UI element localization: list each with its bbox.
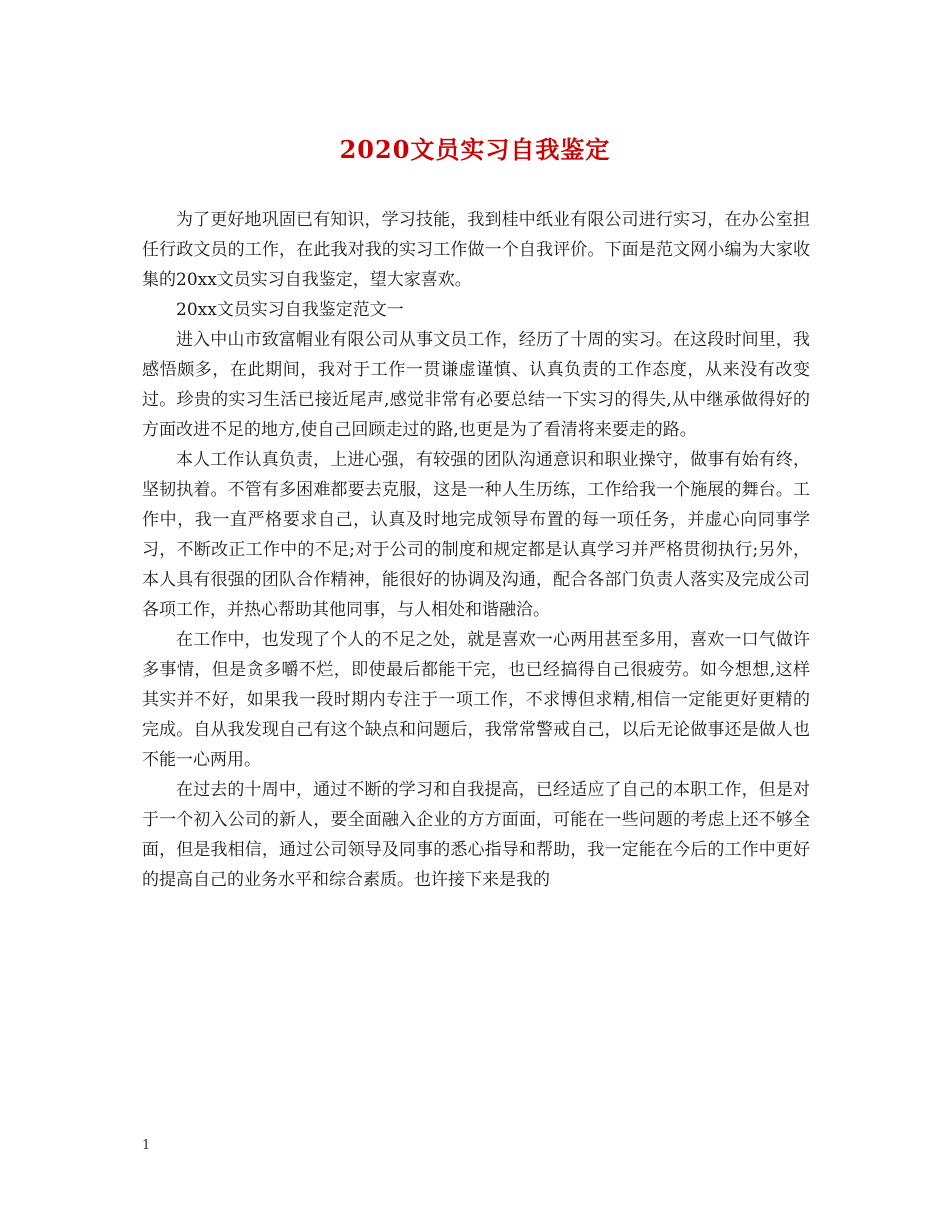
paragraph-subheading: 20xx文员实习自我鉴定范文一 [176,300,404,320]
paragraph-intro: 为了更好地巩固已有知识，学习技能，我到桂中纸业有限公司进行实习，在办公室担任行政文员的工作，在此我对我的实习工作做一个自我评价。下面是范文网小编为大家收集的20xx文员实习自我鉴定，望大家喜欢。 [142,210,810,290]
paragraph-1: 进入中山市致富帽业有限公司从事文员工作，经历了十周的实习。在这段时间里，我感悟颇多，在此期间，我对于工作一贯谦虚谨慎、认真负责的工作态度，从来没有改变过。珍贵的实习生活已接近尾声,感觉非常有必要总结一下实习的得失,从中继承做得好的方面改进不足的地方,使自己回顾走过的路,也更是为了看清将来要走的路。 [142,330,810,440]
document-title: 2020文员实习自我鉴定 [339,135,611,164]
page-number: 1 [142,1138,151,1153]
paragraph-3: 在工作中，也发现了个人的不足之处，就是喜欢一心两用甚至多用，喜欢一口气做许多事情，但是贪多嚼不烂，即使最后都能干完，也已经搞得自己很疲劳。如今想想,这样其实并不好，如果我一段时期内专注于一项工作，不求博但求精,相信一定能更好更精的完成。自从我发现自己有这个缺点和问题后，我常常警戒自己，以后无论做事还是做人也不能一心两用。 [142,630,810,770]
paragraph-4: 在过去的十周中，通过不断的学习和自我提高，已经适应了自己的本职工作，但是对于一个初入公司的新人，要全面融入企业的方方面面，可能在一些问题的考虑上还不够全面，但是我相信，通过公司领导及同事的悉心指导和帮助，我一定能在今后的工作中更好的提高自己的业务水平和综合素质。也许接下来是我的 [142,780,810,890]
document-body [142,205,810,895]
paragraph-2: 本人工作认真负责，上进心强，有较强的团队沟通意识和职业操守，做事有始有终，坚韧执着。不管有多困难都要去克服，这是一种人生历练，工作给我一个施展的舞台。工作中，我一直严格要求自己，认真及时地完成领导布置的每一项任务，并虚心向同事学习，不断改正工作中的不足;对于公司的制度和规定都是认真学习并严格贯彻执行;另外，本人具有很强的团队合作精神，能很好的协调及沟通，配合各部门负责人落实及完成公司各项工作，并热心帮助其他同事，与人相处和谐融洽。 [142,450,810,620]
